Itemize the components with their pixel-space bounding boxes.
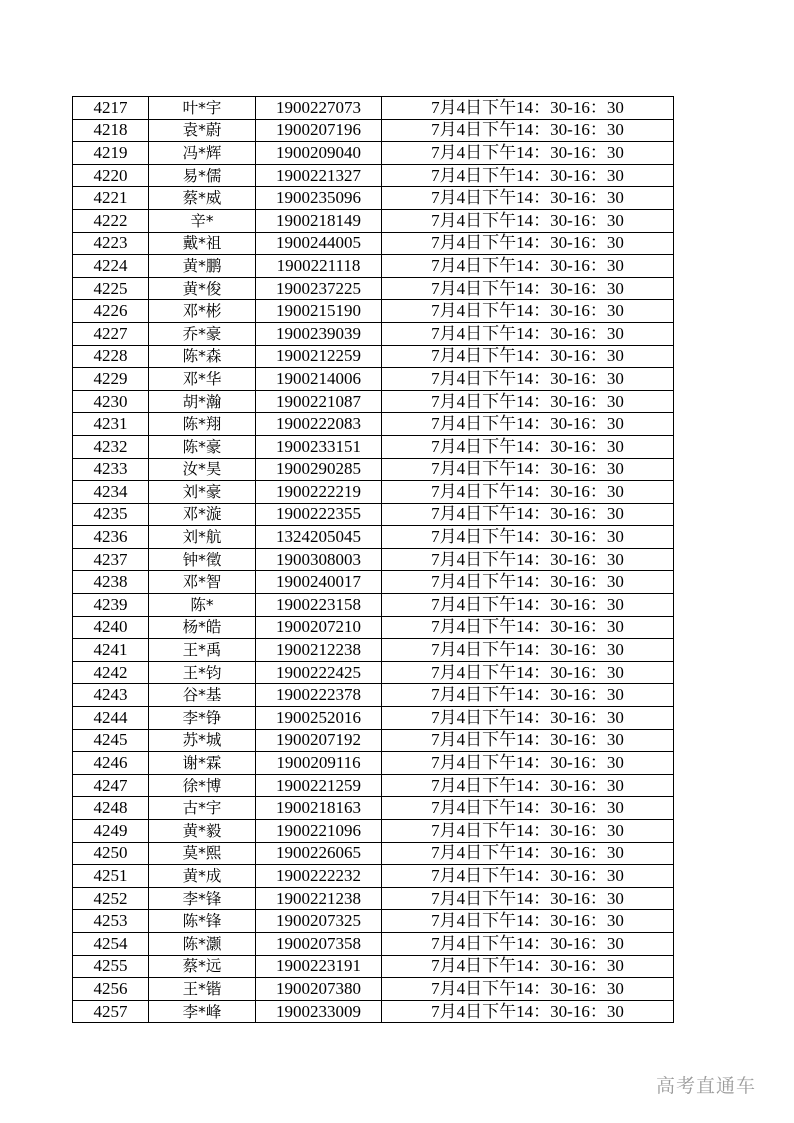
exam-time-cell: 7月4日下午14：30-16：30: [382, 345, 674, 368]
row-number-cell: 4219: [73, 142, 149, 165]
row-number-cell: 4220: [73, 164, 149, 187]
table-row: [73, 752, 674, 775]
candidate-id-cell: 1900244005: [256, 232, 382, 255]
candidate-id-cell: 1900207380: [256, 978, 382, 1001]
exam-time-cell: 7月4日下午14：30-16：30: [382, 616, 674, 639]
exam-time-cell: 7月4日下午14：30-16：30: [382, 774, 674, 797]
exam-time-cell: 7月4日下午14：30-16：30: [382, 413, 674, 436]
candidate-name-cell: 谷*基: [149, 684, 256, 707]
candidate-name-cell: 刘*豪: [149, 481, 256, 504]
candidate-name-cell: 陈*豪: [149, 435, 256, 458]
row-number-cell: 4241: [73, 639, 149, 662]
candidate-name-cell: 汝*昊: [149, 458, 256, 481]
table-row: [73, 481, 674, 504]
exam-time-cell: 7月4日下午14：30-16：30: [382, 752, 674, 775]
candidate-name-cell: 蔡*远: [149, 955, 256, 978]
table-row: [73, 119, 674, 142]
table-row: [73, 232, 674, 255]
table-row: [73, 209, 674, 232]
exam-time-cell: 7月4日下午14：30-16：30: [382, 300, 674, 323]
row-number-cell: 4256: [73, 978, 149, 1001]
candidate-id-cell: 1900207358: [256, 932, 382, 955]
candidate-id-cell: 1900221259: [256, 774, 382, 797]
row-number-cell: 4239: [73, 594, 149, 617]
exam-time-cell: 7月4日下午14：30-16：30: [382, 119, 674, 142]
table-row: [73, 345, 674, 368]
candidate-id-cell: 1900233009: [256, 1000, 382, 1023]
candidate-name-cell: 叶*宇: [149, 97, 256, 120]
table-row: [73, 910, 674, 933]
exam-time-cell: 7月4日下午14：30-16：30: [382, 187, 674, 210]
candidate-id-cell: 1900239039: [256, 322, 382, 345]
exam-time-cell: 7月4日下午14：30-16：30: [382, 277, 674, 300]
exam-time-cell: 7月4日下午14：30-16：30: [382, 164, 674, 187]
row-number-cell: 4253: [73, 910, 149, 933]
candidate-id-cell: 1900218163: [256, 797, 382, 820]
table-row: [73, 164, 674, 187]
exam-time-cell: 7月4日下午14：30-16：30: [382, 594, 674, 617]
row-number-cell: 4233: [73, 458, 149, 481]
table-row: [73, 255, 674, 278]
exam-time-cell: 7月4日下午14：30-16：30: [382, 209, 674, 232]
candidate-id-cell: 1900214006: [256, 368, 382, 391]
row-number-cell: 4249: [73, 820, 149, 843]
candidate-id-cell: 1900209116: [256, 752, 382, 775]
candidate-name-cell: 邓*彬: [149, 300, 256, 323]
row-number-cell: 4230: [73, 390, 149, 413]
row-number-cell: 4221: [73, 187, 149, 210]
candidate-id-cell: 1900221238: [256, 887, 382, 910]
candidate-id-cell: 1900227073: [256, 97, 382, 120]
table-row: [73, 774, 674, 797]
candidate-id-cell: 1900222425: [256, 661, 382, 684]
candidate-name-cell: 王*锴: [149, 978, 256, 1001]
row-number-cell: 4229: [73, 368, 149, 391]
table-row: [73, 842, 674, 865]
exam-time-cell: 7月4日下午14：30-16：30: [382, 661, 674, 684]
exam-time-cell: 7月4日下午14：30-16：30: [382, 255, 674, 278]
candidate-name-cell: 邓*华: [149, 368, 256, 391]
table-row: [73, 548, 674, 571]
table-row: [73, 887, 674, 910]
row-number-cell: 4223: [73, 232, 149, 255]
table-row: [73, 1000, 674, 1023]
row-number-cell: 4242: [73, 661, 149, 684]
exam-time-cell: 7月4日下午14：30-16：30: [382, 684, 674, 707]
exam-time-cell: 7月4日下午14：30-16：30: [382, 820, 674, 843]
table-row: [73, 797, 674, 820]
table-row: [73, 932, 674, 955]
table-row: [73, 277, 674, 300]
table-row: [73, 639, 674, 662]
candidate-name-cell: 杨*皓: [149, 616, 256, 639]
candidate-name-cell: 黄*毅: [149, 820, 256, 843]
exam-time-cell: 7月4日下午14：30-16：30: [382, 797, 674, 820]
candidate-name-cell: 王*禹: [149, 639, 256, 662]
candidate-id-cell: 1900212259: [256, 345, 382, 368]
candidate-id-cell: 1900222232: [256, 865, 382, 888]
watermark-text: 高考直通车: [656, 1075, 757, 1097]
row-number-cell: 4218: [73, 119, 149, 142]
candidate-name-cell: 莫*熙: [149, 842, 256, 865]
candidate-name-cell: 蔡*威: [149, 187, 256, 210]
table-row: [73, 435, 674, 458]
candidate-name-cell: 古*宇: [149, 797, 256, 820]
exam-time-cell: 7月4日下午14：30-16：30: [382, 481, 674, 504]
exam-time-cell: 7月4日下午14：30-16：30: [382, 639, 674, 662]
table-row: [73, 978, 674, 1001]
candidate-id-cell: 1900222219: [256, 481, 382, 504]
table-row: [73, 97, 674, 120]
table-row: [73, 368, 674, 391]
candidate-name-cell: 邓*智: [149, 571, 256, 594]
table-row: [73, 300, 674, 323]
row-number-cell: 4255: [73, 955, 149, 978]
row-number-cell: 4226: [73, 300, 149, 323]
candidate-name-cell: 陈*锋: [149, 910, 256, 933]
candidate-id-cell: 1900215190: [256, 300, 382, 323]
row-number-cell: 4222: [73, 209, 149, 232]
candidate-name-cell: 陈*森: [149, 345, 256, 368]
candidate-name-cell: 徐*博: [149, 774, 256, 797]
exam-time-cell: 7月4日下午14：30-16：30: [382, 322, 674, 345]
row-number-cell: 4235: [73, 503, 149, 526]
table-row: [73, 142, 674, 165]
row-number-cell: 4252: [73, 887, 149, 910]
candidate-id-cell: 1900308003: [256, 548, 382, 571]
candidate-id-cell: 1900252016: [256, 707, 382, 730]
candidate-id-cell: 1900207325: [256, 910, 382, 933]
exam-time-cell: 7月4日下午14：30-16：30: [382, 142, 674, 165]
candidate-id-cell: 1900212238: [256, 639, 382, 662]
row-number-cell: 4243: [73, 684, 149, 707]
exam-schedule-table: [72, 96, 674, 1023]
candidate-id-cell: 1900207196: [256, 119, 382, 142]
candidate-id-cell: 1900222083: [256, 413, 382, 436]
table-row: [73, 955, 674, 978]
exam-time-cell: 7月4日下午14：30-16：30: [382, 910, 674, 933]
candidate-name-cell: 陈*灏: [149, 932, 256, 955]
candidate-id-cell: 1900221087: [256, 390, 382, 413]
table-row: [73, 865, 674, 888]
row-number-cell: 4228: [73, 345, 149, 368]
exam-time-cell: 7月4日下午14：30-16：30: [382, 232, 674, 255]
candidate-id-cell: 1900222355: [256, 503, 382, 526]
table-row: [73, 571, 674, 594]
exam-time-cell: 7月4日下午14：30-16：30: [382, 978, 674, 1001]
row-number-cell: 4238: [73, 571, 149, 594]
exam-time-cell: 7月4日下午14：30-16：30: [382, 729, 674, 752]
exam-time-cell: 7月4日下午14：30-16：30: [382, 435, 674, 458]
exam-time-cell: 7月4日下午14：30-16：30: [382, 526, 674, 549]
exam-time-cell: 7月4日下午14：30-16：30: [382, 955, 674, 978]
candidate-name-cell: 黄*俊: [149, 277, 256, 300]
table-body: [73, 97, 674, 1023]
candidate-name-cell: 戴*祖: [149, 232, 256, 255]
exam-time-cell: 7月4日下午14：30-16：30: [382, 390, 674, 413]
candidate-name-cell: 邓*漩: [149, 503, 256, 526]
candidate-name-cell: 乔*豪: [149, 322, 256, 345]
candidate-name-cell: 袁*蔚: [149, 119, 256, 142]
candidate-name-cell: 胡*瀚: [149, 390, 256, 413]
row-number-cell: 4240: [73, 616, 149, 639]
table-row: [73, 684, 674, 707]
candidate-id-cell: 1900221327: [256, 164, 382, 187]
row-number-cell: 4257: [73, 1000, 149, 1023]
candidate-name-cell: 李*锋: [149, 887, 256, 910]
candidate-id-cell: 1900226065: [256, 842, 382, 865]
table-row: [73, 390, 674, 413]
row-number-cell: 4237: [73, 548, 149, 571]
row-number-cell: 4254: [73, 932, 149, 955]
candidate-name-cell: 辛*: [149, 209, 256, 232]
table-row: [73, 526, 674, 549]
row-number-cell: 4217: [73, 97, 149, 120]
exam-time-cell: 7月4日下午14：30-16：30: [382, 458, 674, 481]
candidate-name-cell: 李*峰: [149, 1000, 256, 1023]
candidate-name-cell: 钟*徵: [149, 548, 256, 571]
candidate-id-cell: 1900222378: [256, 684, 382, 707]
candidate-name-cell: 陈*: [149, 594, 256, 617]
exam-time-cell: 7月4日下午14：30-16：30: [382, 887, 674, 910]
table-row: [73, 322, 674, 345]
exam-time-cell: 7月4日下午14：30-16：30: [382, 865, 674, 888]
candidate-name-cell: 李*铮: [149, 707, 256, 730]
table-row: [73, 729, 674, 752]
candidate-id-cell: 1900237225: [256, 277, 382, 300]
exam-time-cell: 7月4日下午14：30-16：30: [382, 932, 674, 955]
row-number-cell: 4250: [73, 842, 149, 865]
table-row: [73, 707, 674, 730]
exam-time-cell: 7月4日下午14：30-16：30: [382, 97, 674, 120]
candidate-id-cell: 1900218149: [256, 209, 382, 232]
table-row: [73, 187, 674, 210]
exam-time-cell: 7月4日下午14：30-16：30: [382, 503, 674, 526]
table-row: [73, 594, 674, 617]
row-number-cell: 4251: [73, 865, 149, 888]
candidate-name-cell: 黄*鹏: [149, 255, 256, 278]
row-number-cell: 4236: [73, 526, 149, 549]
candidate-id-cell: 1900221096: [256, 820, 382, 843]
exam-time-cell: 7月4日下午14：30-16：30: [382, 548, 674, 571]
candidate-name-cell: 陈*翔: [149, 413, 256, 436]
candidate-name-cell: 谢*霖: [149, 752, 256, 775]
exam-time-cell: 7月4日下午14：30-16：30: [382, 1000, 674, 1023]
row-number-cell: 4231: [73, 413, 149, 436]
candidate-id-cell: 1900290285: [256, 458, 382, 481]
candidate-name-cell: 王*钧: [149, 661, 256, 684]
candidate-id-cell: 1900223158: [256, 594, 382, 617]
row-number-cell: 4225: [73, 277, 149, 300]
row-number-cell: 4245: [73, 729, 149, 752]
row-number-cell: 4244: [73, 707, 149, 730]
exam-time-cell: 7月4日下午14：30-16：30: [382, 842, 674, 865]
candidate-id-cell: 1900221118: [256, 255, 382, 278]
row-number-cell: 4246: [73, 752, 149, 775]
candidate-id-cell: 1900209040: [256, 142, 382, 165]
exam-time-cell: 7月4日下午14：30-16：30: [382, 707, 674, 730]
table-row: [73, 458, 674, 481]
row-number-cell: 4247: [73, 774, 149, 797]
candidate-name-cell: 冯*辉: [149, 142, 256, 165]
table-row: [73, 616, 674, 639]
row-number-cell: 4232: [73, 435, 149, 458]
candidate-id-cell: 1900223191: [256, 955, 382, 978]
table-row: [73, 503, 674, 526]
candidate-id-cell: 1900207210: [256, 616, 382, 639]
row-number-cell: 4234: [73, 481, 149, 504]
candidate-id-cell: 1900233151: [256, 435, 382, 458]
candidate-name-cell: 易*儒: [149, 164, 256, 187]
candidate-name-cell: 苏*城: [149, 729, 256, 752]
exam-time-cell: 7月4日下午14：30-16：30: [382, 368, 674, 391]
candidate-id-cell: 1900207192: [256, 729, 382, 752]
table-row: [73, 413, 674, 436]
candidate-name-cell: 黄*成: [149, 865, 256, 888]
candidate-id-cell: 1900235096: [256, 187, 382, 210]
table-row: [73, 820, 674, 843]
row-number-cell: 4227: [73, 322, 149, 345]
row-number-cell: 4224: [73, 255, 149, 278]
candidate-name-cell: 刘*航: [149, 526, 256, 549]
table-row: [73, 661, 674, 684]
exam-time-cell: 7月4日下午14：30-16：30: [382, 571, 674, 594]
row-number-cell: 4248: [73, 797, 149, 820]
candidate-id-cell: 1900240017: [256, 571, 382, 594]
candidate-id-cell: 1324205045: [256, 526, 382, 549]
